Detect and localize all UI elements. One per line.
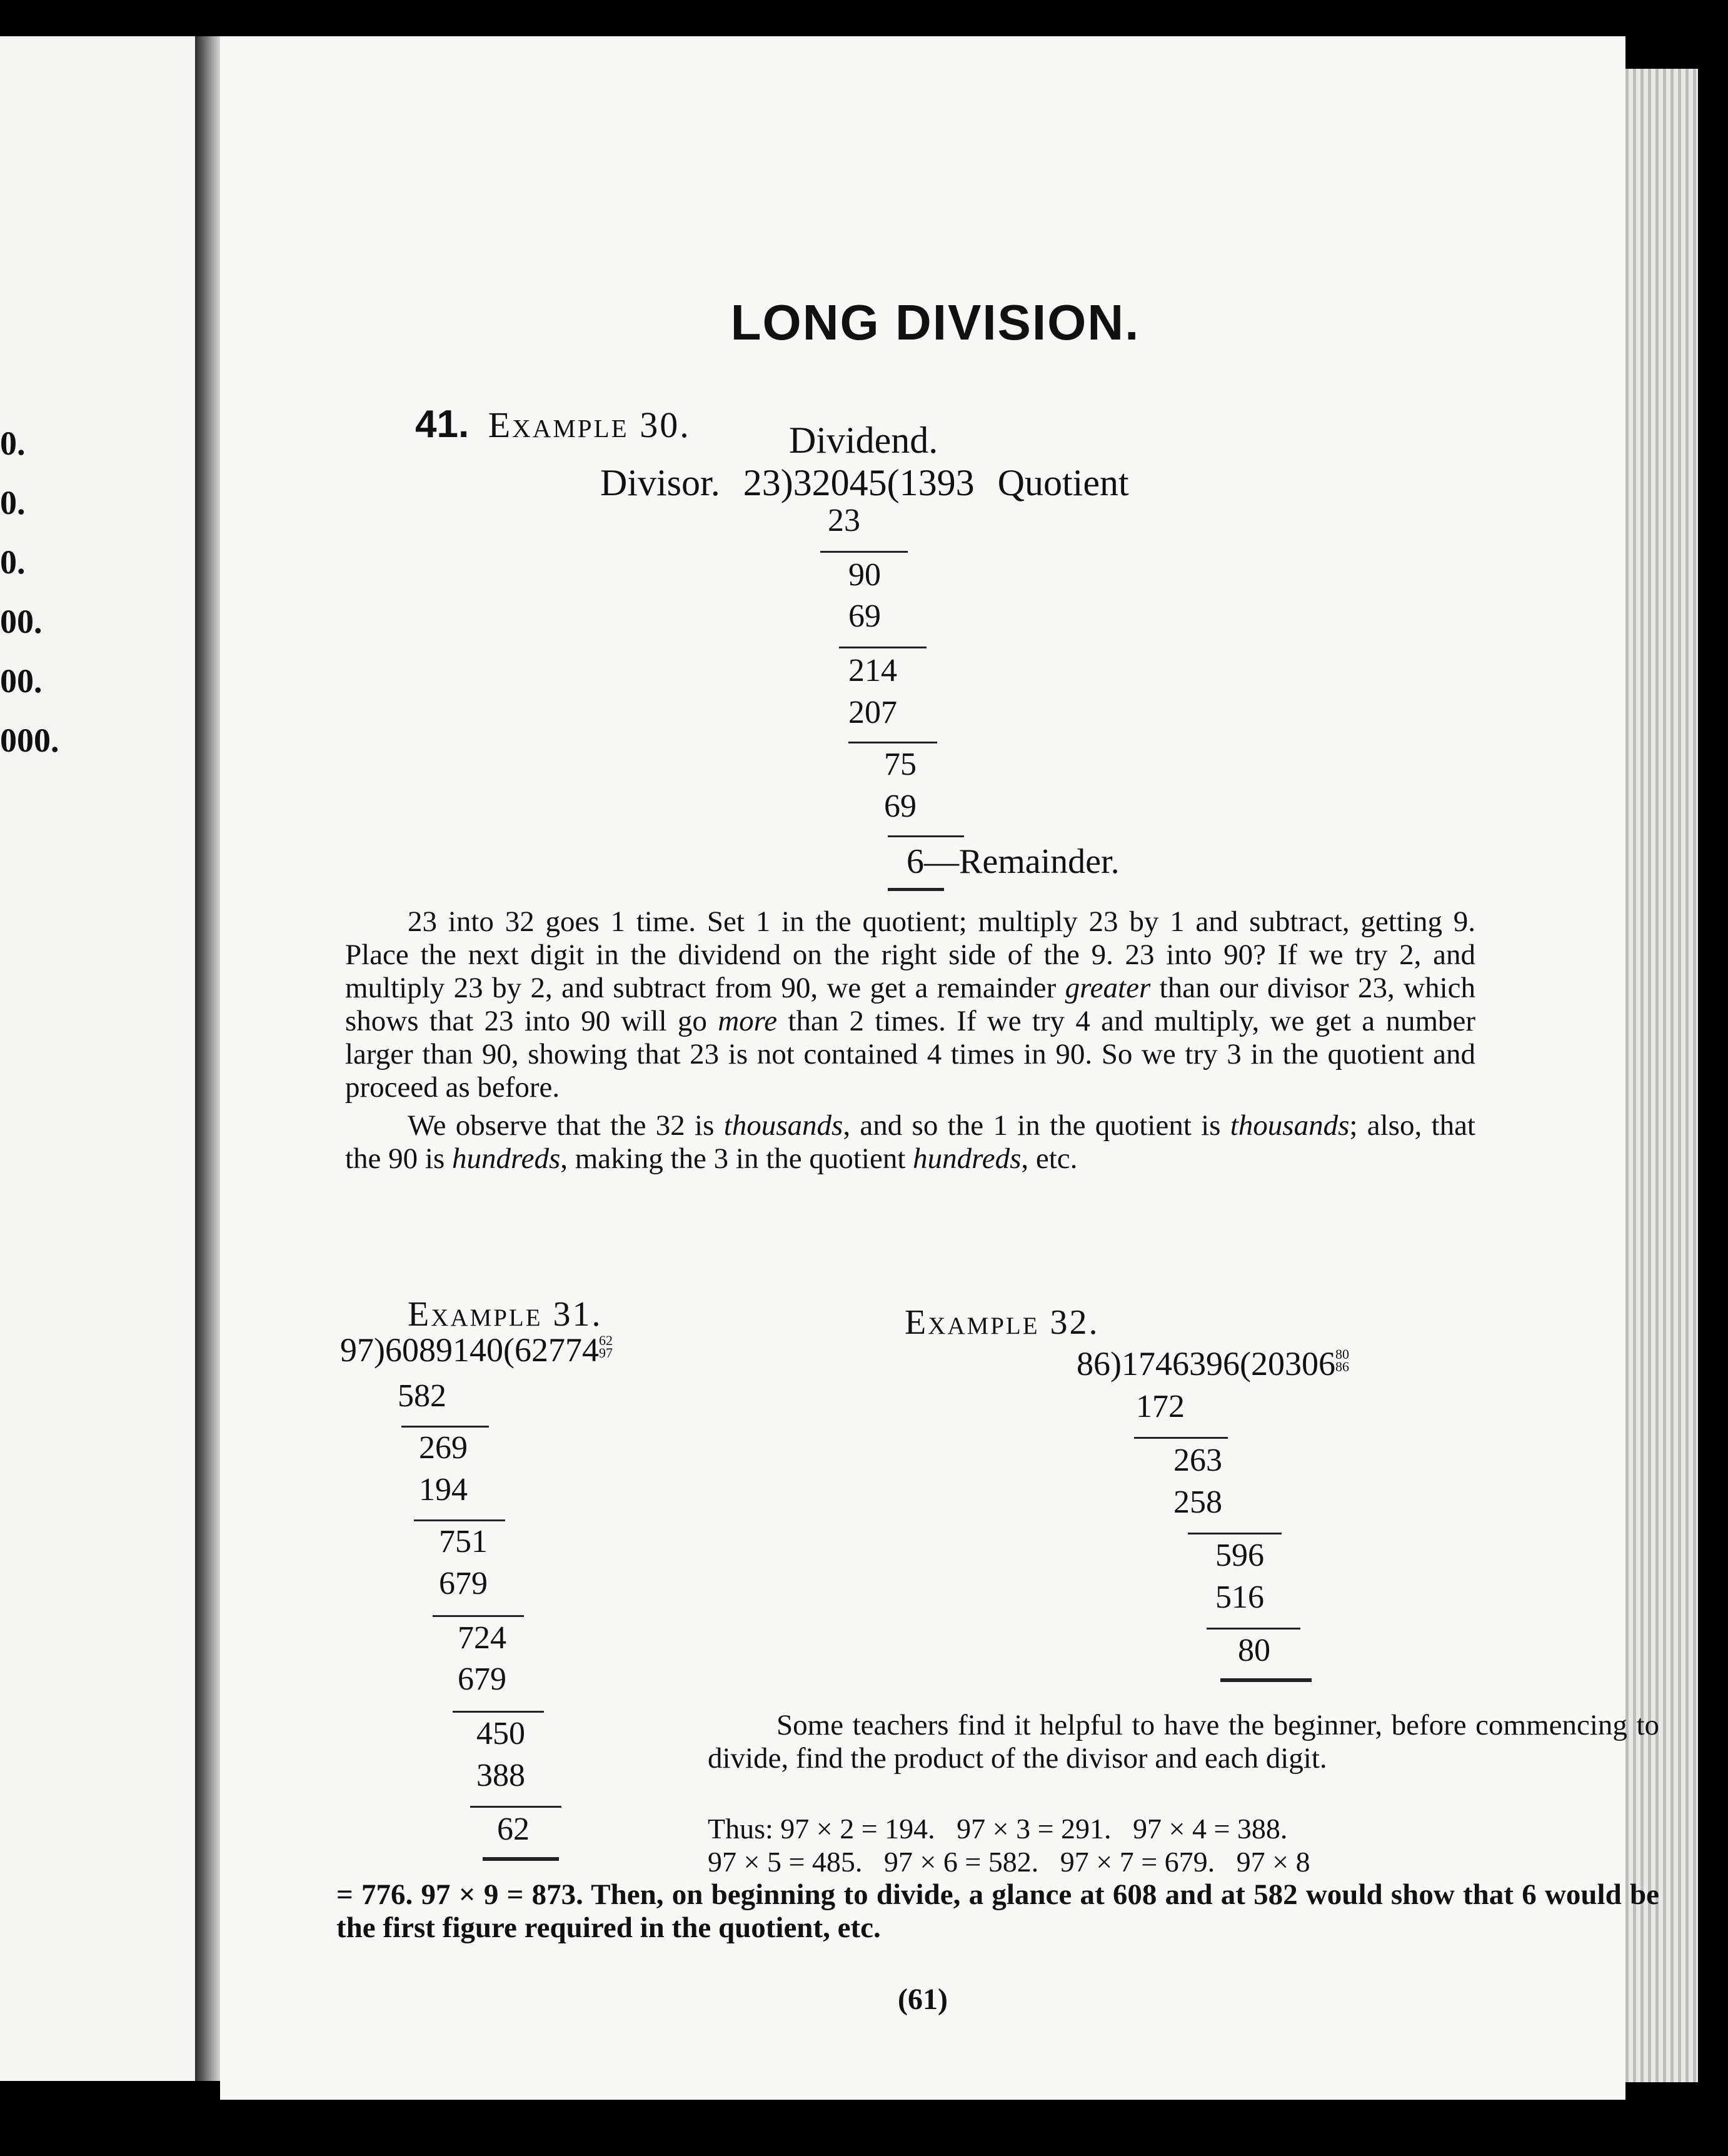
page-number: (61): [898, 1983, 948, 2016]
text-run: , making the 3 in the quotient: [560, 1142, 913, 1175]
text-run: , etc.: [1021, 1142, 1078, 1175]
step-product: 194: [419, 1472, 468, 1508]
emphasis: greater: [1065, 972, 1151, 1004]
example-30-division: 23)32045(1393: [743, 462, 975, 503]
left-page-fragment: 000.: [0, 722, 59, 759]
subtraction-line: [1207, 1628, 1300, 1630]
divisor-label: Divisor.: [600, 462, 720, 503]
final-double-line: [1220, 1678, 1312, 1682]
step-product: 679: [458, 1661, 506, 1697]
final-remainder: 80: [1238, 1633, 1270, 1668]
subtraction-line: [433, 1615, 524, 1617]
section-number: 41.: [415, 403, 470, 446]
text-run: than 2 times. If we try 4 and multiply, we get a number larger than 90, showing that 23 is not contained 4 times in 90. So we try 3 in the quotient and proceed as before.: [345, 1005, 1476, 1104]
page-title: LONG DIVISION.: [730, 295, 1140, 350]
left-page-fragment: 0.: [0, 425, 26, 462]
step-remainder: 263: [1173, 1443, 1222, 1478]
dividend-label: Dividend.: [789, 420, 938, 461]
example-32-label: Example 32.: [905, 1303, 1100, 1342]
example-31-division: 97)6089140(62774: [340, 1331, 599, 1369]
text-run: We observe that the 32 is: [408, 1109, 724, 1142]
step-product: 388: [476, 1758, 525, 1793]
text-run: , and so the 1 in the quotient is: [843, 1109, 1230, 1142]
explanation-paragraph-1: [345, 905, 1475, 1104]
page-edges: [1625, 69, 1698, 2082]
emphasis: more: [718, 1005, 778, 1037]
final-remainder-row: [907, 842, 1120, 882]
step-remainder: 269: [419, 1430, 468, 1466]
explanation: [345, 905, 1475, 1176]
remainder-label: —Remainder.: [924, 842, 1120, 881]
example-30-division-row: [600, 461, 1129, 505]
left-page-fragment: 0.: [0, 543, 26, 581]
step-product: 258: [1173, 1484, 1222, 1520]
teachers-note: Some teachers find it helpful to have the beginner, before commencing to divide, find the product of the divisor and each digit.: [708, 1709, 1659, 1775]
step-product: 582: [398, 1378, 446, 1414]
step-product: 679: [439, 1566, 488, 1601]
explanation-paragraph-2: [345, 1109, 1475, 1176]
example-31-fraction: [599, 1334, 613, 1359]
fraction-numerator: 80: [1335, 1346, 1349, 1362]
step-remainder: 75: [884, 747, 917, 782]
products-line-1: Thus: 97 × 2 = 194. 97 × 3 = 291. 97 × 4 = 388.: [708, 1813, 1288, 1845]
subtraction-line: [401, 1426, 489, 1428]
text-run: 23 into 32 goes 1 time. Set 1 in the quotient; multiply 23 by 1 and subtract, getting 9. Place the next digit in the dividend on the right side of the 9. 23 into 90? If we try 2, and multiply 23 by 2, and subtract from 90, we get a remainder: [345, 905, 1475, 1004]
example-30-label: Example 30.: [488, 405, 691, 445]
left-page-fragment: 00.: [0, 603, 43, 640]
left-page: [0, 36, 195, 2081]
subtraction-line: [888, 835, 964, 837]
final-remainder: 62: [497, 1811, 530, 1847]
step-product: 69: [884, 788, 917, 824]
right-page: [220, 36, 1659, 2100]
fraction-numerator: 62: [598, 1332, 613, 1348]
subtraction-line: [414, 1519, 505, 1521]
subtraction-line: [470, 1806, 561, 1808]
step-remainder: 450: [476, 1716, 525, 1751]
subtraction-line: [453, 1711, 544, 1713]
fraction-denominator: 97: [598, 1345, 613, 1361]
text-run: ; also, that the 90 is: [345, 1109, 1475, 1175]
step-product: 172: [1136, 1389, 1185, 1424]
step-remainder: 751: [439, 1524, 488, 1559]
step-remainder: 596: [1215, 1538, 1264, 1573]
example-31-label: Example 31.: [408, 1295, 603, 1334]
left-page-fragment: 00.: [0, 662, 43, 700]
emphasis: hundreds: [452, 1142, 561, 1175]
step-product: 69: [848, 598, 881, 634]
fraction-denominator: 86: [1335, 1359, 1349, 1374]
note-continuation: = 776. 97 × 9 = 873. Then, on beginning to divide, a glance at 608 and at 582 would show that 6 would be the first figure required in the quotient, etc.: [336, 1878, 1659, 1944]
book-gutter: [195, 36, 220, 2081]
step-remainder: 214: [848, 653, 897, 688]
step-remainder: 724: [458, 1620, 506, 1656]
emphasis: hundreds: [913, 1142, 1022, 1175]
subtraction-line: [1188, 1533, 1282, 1534]
subtraction-line: [839, 647, 927, 648]
products-line-2: 97 × 5 = 485. 97 × 6 = 582. 97 × 7 = 679. 97 × 8: [708, 1846, 1310, 1878]
subtraction-line: [848, 742, 937, 743]
text-run: than our divisor 23, which shows that 23 into 90 will go: [345, 972, 1475, 1037]
subtraction-line: [820, 551, 908, 553]
example-32-fraction: [1335, 1348, 1349, 1373]
final-double-line: [483, 1857, 559, 1861]
left-page-fragment: 0.: [0, 484, 26, 521]
example-31-division-row: [340, 1331, 613, 1369]
subtraction-line: [1134, 1437, 1228, 1439]
example-32-division: 86)1746396(20306: [1077, 1345, 1335, 1383]
step-remainder: 90: [848, 557, 881, 593]
final-remainder: 6: [907, 842, 924, 881]
emphasis: thousands: [723, 1109, 843, 1142]
step-product: 23: [828, 503, 860, 538]
quotient-label: Quotient: [997, 462, 1129, 503]
step-product: 516: [1215, 1579, 1264, 1615]
step-product: 207: [848, 695, 897, 730]
example-30-header: [415, 402, 691, 446]
final-double-line: [888, 888, 944, 891]
emphasis: thousands: [1230, 1109, 1350, 1142]
example-32-division-row: [1077, 1344, 1349, 1383]
